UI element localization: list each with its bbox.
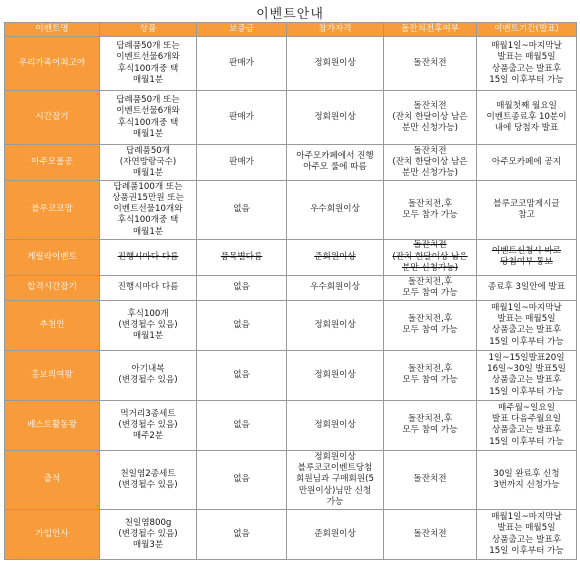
table-row xyxy=(5,91,577,145)
deposit-cell: 없음 xyxy=(233,369,250,380)
period-cell: 매주월~일요일 발표 다음주월요일 상품출고는 발표후 15일 이후부터 가능 xyxy=(489,402,564,447)
period-cell: 종료후 3일안에 발표 xyxy=(487,282,566,293)
header-timing: 돌잔치전후여부 xyxy=(384,23,477,37)
event-table xyxy=(4,22,577,560)
timing-cell: 돌잔치전,후 모두 참가 가능 xyxy=(402,198,458,220)
eligibility-cell: 우수회원이상 xyxy=(310,204,360,215)
product-cell: 먹거리3종세트 (변경될수 있음) 매주2분 xyxy=(118,408,178,441)
product-cell: 답례품50개 (자연방랑국수) 매월1분 xyxy=(119,145,177,178)
table-row xyxy=(5,400,577,450)
timing-cell: 돌잔치전 xyxy=(413,528,447,539)
product-cell: 아기내복 (변경될수 있음) xyxy=(118,364,178,386)
event-name-cell: 블루코코맘 xyxy=(5,180,100,239)
header-row xyxy=(5,23,577,37)
table-row xyxy=(5,275,577,300)
deposit-cell: 판매가 xyxy=(229,57,254,68)
eligibility-cell: 정회원이상 xyxy=(314,111,356,122)
table-row xyxy=(5,450,577,509)
period-cell: 30일 완료후 신청 3번까지 신청가능 xyxy=(493,468,560,490)
header-period: 이벤트기간(발표) xyxy=(477,23,577,37)
deposit-cell: 판매가 xyxy=(229,156,254,167)
eligibility-cell: 아주모카페에서 진행 아주모 룰에 따름 xyxy=(296,151,374,173)
product-cell: 답례품50개 또는 이벤트선물6개와 후식100개중 택 매월1분 xyxy=(116,95,180,139)
eligibility-cell: 정회원이상 xyxy=(314,57,356,68)
product-cell: 답례품50개 또는 이벤트선물6개와 후식100개중 택 매월1분 xyxy=(116,41,180,85)
timing-cell: 돌잔치전 (잔치 한달이상 남은 분만 신청가능) xyxy=(392,145,468,178)
table-row xyxy=(5,239,577,275)
header-deposit: 보증금 xyxy=(197,23,287,37)
event-name-cell: 아주모몰공 xyxy=(5,145,100,181)
eligibility-cell: 정회원이상 블루코코이벤트당첨 회원님과 구매회원(5 만원이상)님만 신청 가능 xyxy=(296,451,374,507)
event-name-cell: 가입인사 xyxy=(5,510,100,560)
timing-cell: 돌잔치전,후 모두 참여 가능 xyxy=(402,414,458,436)
event-name-cell: 추천인 xyxy=(5,301,100,351)
eligibility-cell: 준회원이상 xyxy=(314,251,356,262)
header-eligibility: 참가자격 xyxy=(287,23,384,37)
eligibility-cell: 우수회원이상 xyxy=(310,282,360,293)
eligibility-cell: 준회원이상 xyxy=(314,528,356,539)
period-cell: 매월첫째 월요일 이벤트종료후 10분이 내에 당첨자 발표 xyxy=(486,100,567,134)
eligibility-cell: 정회원이상 xyxy=(314,319,356,330)
product-cell: 진행시마다 다름 xyxy=(117,282,179,293)
timing-cell: 돌잔치전 xyxy=(413,474,447,485)
timing-cell: 돌잔치전,후 모두 참여 가능 xyxy=(402,276,458,298)
deposit-cell: 없음 xyxy=(233,419,250,430)
timing-cell: 돌잔치전 (잔치 한달이상 남은 분만 신청가능) xyxy=(392,240,468,273)
table-row xyxy=(5,510,577,560)
period-cell: 매월1일~마지막날 발표는 매월5일 상품출고는 발표후 15일 이후부터 가능 xyxy=(489,41,564,85)
timing-cell: 돌잔치전,후 모두 참여 가능 xyxy=(402,314,458,336)
deposit-cell: 없음 xyxy=(233,474,250,485)
event-name-cell: 베스트활동왕 xyxy=(5,400,100,450)
period-cell: 블루코코맘게시글 참고 xyxy=(493,198,560,220)
product-cell: 진행시마다 다름 xyxy=(117,251,179,262)
eligibility-cell: 정회원이상 xyxy=(314,369,356,380)
period-cell: 아주모카페에 공지 xyxy=(491,156,562,167)
header-event-name: 이벤트명 xyxy=(5,23,100,37)
page-title: 이벤트안내 xyxy=(256,7,324,22)
eligibility-cell: 정회원이상 xyxy=(314,419,356,430)
period-cell: 매월1일~마지막날 발표는 매월5일 상품출고는 발표후 15일 이후부터 가능 xyxy=(489,512,564,556)
timing-cell: 돌잔치전 (잔치 한달이상 남은 분만 신청가능) xyxy=(392,100,468,134)
event-name-cell: 시간잡기 xyxy=(5,91,100,145)
table-row xyxy=(5,350,577,400)
deposit-cell: 품목별다름 xyxy=(220,251,263,262)
timing-cell: 돌잔치전 xyxy=(413,57,447,68)
product-cell: 후식100개 (변경될수 있음) 매월1분 xyxy=(118,308,178,342)
table-row xyxy=(5,180,577,239)
event-name-cell: 게릴라이벤트 xyxy=(5,239,100,275)
table-row xyxy=(5,37,577,91)
deposit-cell: 판매가 xyxy=(229,111,254,122)
table-row xyxy=(5,301,577,351)
product-cell: 천일염2종세트 (변경될수 있음) xyxy=(118,468,178,490)
period-cell: 매월1일~마지막날 발표는 매월5일 상품출고는 발표후 15일 이후부터 가능 xyxy=(489,303,564,347)
deposit-cell: 없음 xyxy=(233,528,250,539)
product-cell: 천일염800g (변경될수 있음) 매월3분 xyxy=(118,517,178,551)
period-cell: 이벤트신청시 바로 당첨여부 통보 xyxy=(491,245,562,268)
event-name-cell: 우리가족이최고야 xyxy=(5,37,100,91)
table-row xyxy=(5,145,577,181)
event-name-cell: 홍보의여왕 xyxy=(5,350,100,400)
period-cell: 1일~15일발표20일 16일~30일 발표5일 상품출고는 발표후 15일 이후부터 가능 xyxy=(487,353,566,397)
deposit-cell: 없음 xyxy=(233,319,250,330)
event-name-cell: 합격시간잡기 xyxy=(5,275,100,300)
header-product: 상품 xyxy=(100,23,197,37)
deposit-cell: 없음 xyxy=(233,204,250,215)
product-cell: 답례품100개 또는 상품권15만원 또는 이벤트선물10개와 후식100개중 택 매월1분 xyxy=(112,181,184,237)
timing-cell: 돌잔치전,후 모두 참여 가능 xyxy=(402,364,458,386)
deposit-cell: 없음 xyxy=(233,282,250,293)
event-name-cell: 출석 xyxy=(5,450,100,509)
